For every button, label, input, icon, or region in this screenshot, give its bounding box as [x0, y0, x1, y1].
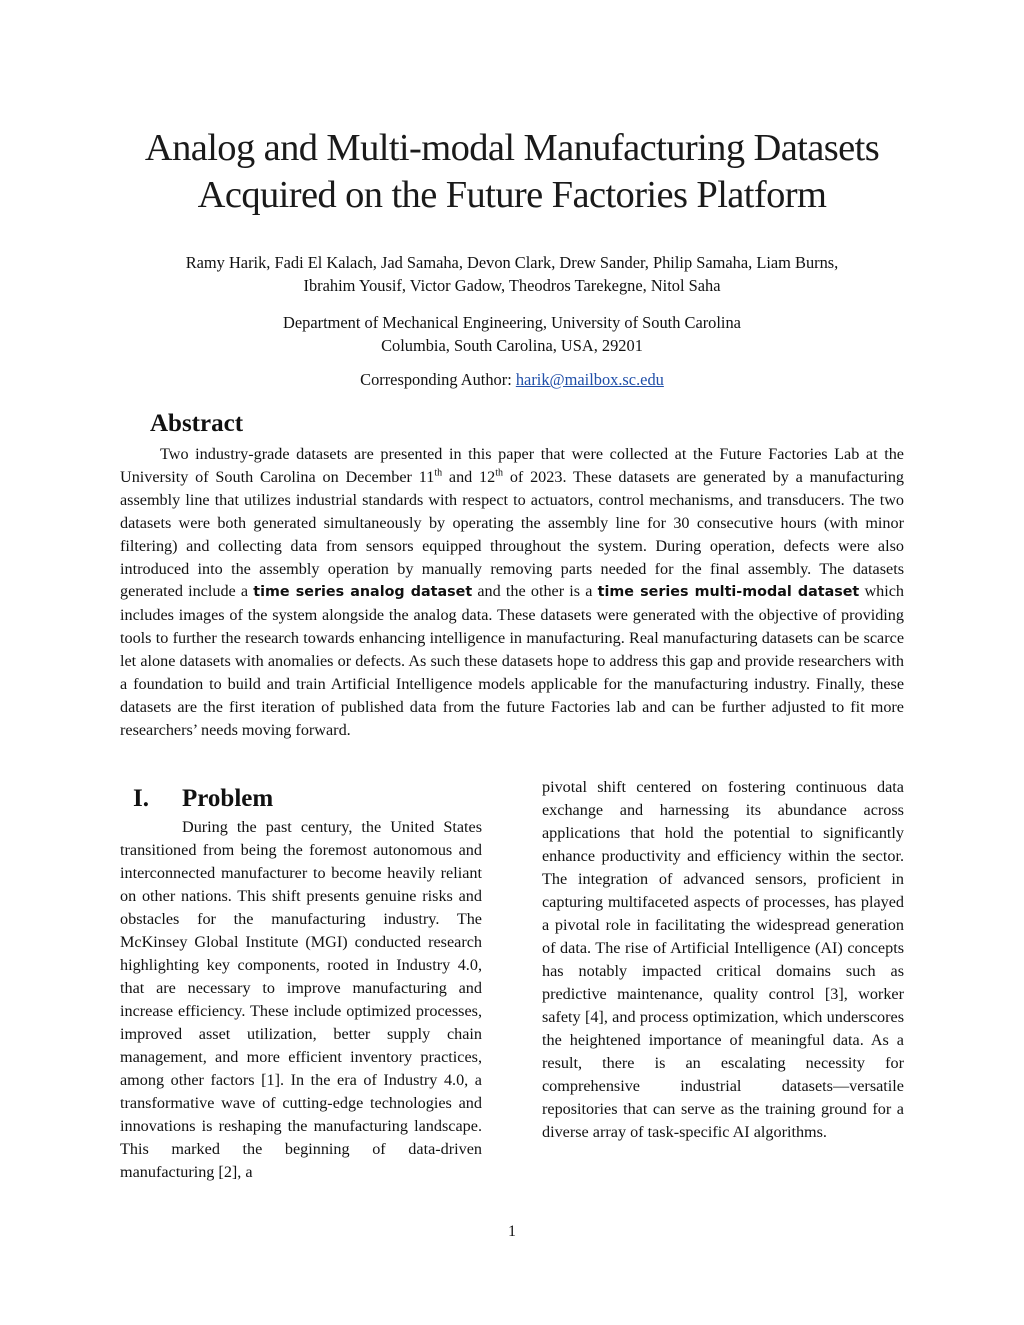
abstract-bold-analog: time series analog dataset: [253, 584, 473, 601]
affiliation-line-2: Columbia, South Carolina, USA, 29201: [381, 336, 643, 355]
section-number: I.: [133, 785, 149, 812]
abstract-text-2: and 12: [442, 467, 496, 486]
title-line-2: Acquired on the Future Factories Platform: [197, 174, 827, 216]
corresponding-email-link[interactable]: harik@mailbox.sc.edu: [515, 370, 664, 389]
section-title: Problem: [182, 785, 274, 812]
abstract-text-3: of 2023. These datasets are generated by a manufacturing assembly line that utilizes industrial standards with respect to actuators, control mechanisms, and transducers. The two datasets were both generated simultaneously by operating the assembly line for 30 consecutive hours (with minor filtering) and collecting data from sensors equipped throughout the system. During operation, defects were also introduced into the assembly operation by manually removing parts needed for the final assembly. The datasets generated include a: [120, 467, 905, 601]
problem-right-column: pivotal shift centered on fostering continuous data exchange and harnessing its abundance across applications that hold the potential to significantly enhance productivity and efficiency within the sector. The integration of advanced sensors, proficient in capturing multifaceted aspects of processes, has played a pivotal role in facilitating the widespread generation of data. The rise of Artificial Intelligence (AI) concepts has notably impacted critical domains such as predictive maintenance, quality control [3], worker safety [4], and process optimization, which underscores the heightened importance of meaningful data. As a result, there is an escalating necessity for comprehensive industrial datasets—versatile repositories that can serve as the training ground for a diverse array of task-specific AI algorithms.: [542, 778, 904, 1141]
title-line-1: Analog and Multi-modal Manufacturing Datasets: [144, 127, 880, 169]
corresponding-author: [60, 368, 964, 391]
abstract-heading: Abstract: [150, 410, 244, 437]
authors-line-1: Ramy Harik, Fadi El Kalach, Jad Samaha, Devon Clark, Drew Sander, Philip Samaha, Liam Burns,: [185, 253, 839, 272]
abstract-text-4: and the other is a: [472, 582, 598, 601]
corresponding-label: Corresponding Author:: [360, 370, 516, 389]
author-list: [60, 251, 964, 297]
abstract-sup-1: th: [434, 467, 443, 479]
abstract-bold-multimodal: time series multi-modal dataset: [597, 584, 860, 601]
affiliation-line-1: Department of Mechanical Engineering, University of South Carolina: [283, 313, 741, 332]
section-heading-problem: [133, 785, 273, 813]
abstract-body: [120, 443, 904, 742]
authors-line-2: Ibrahim Yousif, Victor Gadow, Theodros Tarekegne, Nitol Saha: [303, 276, 721, 295]
page-number: 1: [508, 1223, 516, 1240]
abstract-sup-2: th: [495, 467, 504, 479]
paper-title: [60, 125, 964, 219]
problem-left-column: During the past century, the United States transitioned from being the foremost autonomous and interconnected manufacturer to become heavily reliant on other nations. This shift presents genuine risks and obstacles for the manufacturing industry. The McKinsey Global Institute (MGI) conducted research highlighting key components, rooted in Industry 4.0, that are necessary to improve manufacturing and increase efficiency. These include optimized processes, improved asset utilization, better supply chain management, and more efficient inventory practices, among other factors [1]. In the era of Industry 4.0, a transformative wave of cutting-edge technologies and innovations is reshaping the manufacturing landscape. This marked the beginning of data-driven manufacturing [2], a: [120, 818, 482, 1181]
abstract-text-5: which includes images of the system alongside the analog data. These datasets were generated with the objective of providing tools to further the research towards enhancing intelligence in manufacturing. Real manufacturing datasets can be scarce let alone datasets with anomalies or defects. As such these datasets hope to address this gap and provide researchers with a foundation to build and train Artificial Intelligence models applicable for the manufacturing industry. Finally, these datasets are the first iteration of published data from the future Factories lab and can be further adjusted to fit more researchers’ needs moving forward.: [120, 582, 905, 739]
abstract-text-1: Two industry-grade datasets are presented in this paper that were collected at the Future Factories Lab at the University of South Carolina on December 11: [120, 445, 904, 486]
affiliation: [60, 311, 964, 357]
